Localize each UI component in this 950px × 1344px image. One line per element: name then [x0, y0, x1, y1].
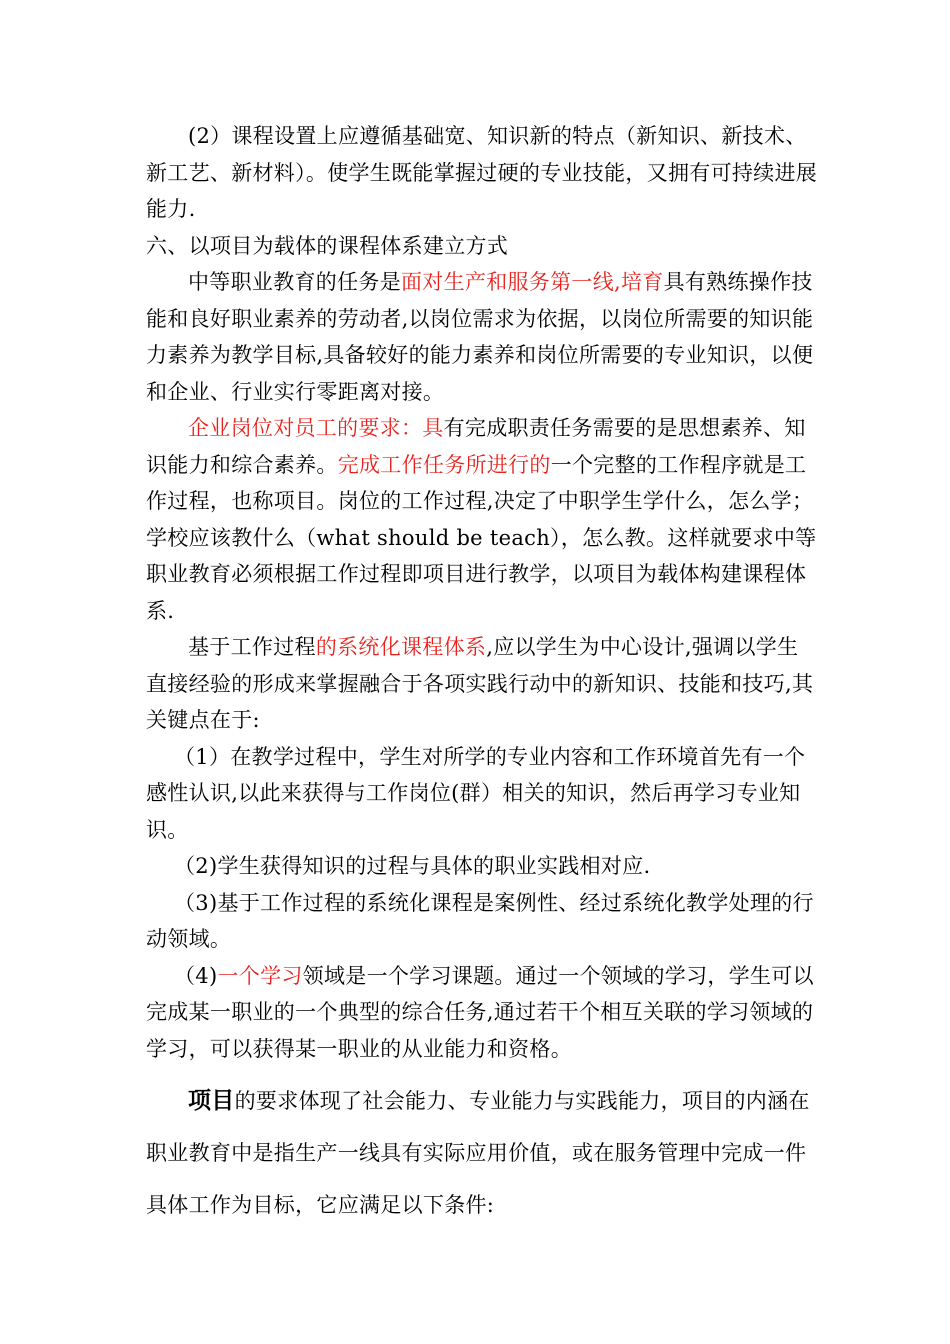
text-run: 的要求体现了社会能力、专业能力与实践能力，项目的内涵在职业教育中是指生产一线具有实际应用价值，或在服务管理中完成一件具体工作为目标，它应满足以下条件: — [146, 1089, 810, 1217]
highlight-text: 面对生产和服务第一线,培育 — [401, 270, 664, 294]
section-heading-6: 六、以项目为载体的课程体系建立方式 — [146, 233, 509, 258]
highlight-text: 企业岗位对员工的要求：具 — [188, 416, 444, 440]
list-item-2: （2)学生获得知识的过程与具体的职业实践相对应. — [174, 854, 651, 878]
paragraph-course-setting: (2）课程设置上应遵循基础宽、知识新的特点（新知识、新技术、新工艺、新材料）。使学生既能掌握过硬的专业技能，又拥有可持续进展能力. — [146, 124, 818, 221]
list-item-1: （1）在教学过程中，学生对所学的专业内容和工作环境首先有一个感性认识,以此来获得与工作岗位(群）相关的知识，然后再学习专业知识。 — [146, 744, 806, 842]
list-item-3: （3)基于工作过程的系统化课程是案例性、经过系统化教学处理的行动领域。 — [146, 890, 814, 951]
paragraph-project-requirements — [146, 1075, 818, 1231]
text-run: 一个完整的工作程序就是工作过程，也称项目。岗位的工作过程,决定了中职学生学什么，怎么学；学校应该教什么（what should be teach），怎么教。这样就要求中等职业教育必须根据工作过程即项目进行教学，以项目为载体构建课程体系. — [146, 452, 817, 623]
bold-keyword: 项目 — [188, 1087, 235, 1114]
text-run: 具有熟练操作技能和良好职业素养的劳动者,以岗位需求为依据，以岗位所需要的知识能力素养为教学目标,具备较好的能力素养和岗位所需要的专业知识，以便和企业、行业实行零距离对接。 — [146, 270, 814, 404]
highlight-text: 的系统化课程体系 — [315, 635, 487, 659]
text-run: 有完成职责任务需要的是思想素养、知识能力和综合素养。 — [146, 416, 806, 477]
text-run: （4) — [174, 963, 218, 988]
text-run: 基于工作过程 — [188, 635, 316, 659]
paragraph-job-requirements — [146, 410, 818, 629]
list-item-4 — [146, 958, 818, 1068]
document-body — [146, 118, 818, 1231]
highlight-text: 完成工作任务所进行的 — [337, 452, 551, 477]
text-run: 领域是一个学习课题。通过一个领域的学习，学生可以完成某一职业的一个典型的综合任务,通过若干个相互关联的学习领域的学习，可以获得某一职业的从业能力和资格。 — [146, 963, 814, 1061]
paragraph-vocational-task — [146, 264, 818, 410]
highlight-text: 一个学习 — [217, 963, 303, 988]
text-run: 中等职业教育的任务是 — [188, 270, 401, 294]
text-run: ,应以学生为中心设计,强调以学生直接经验的形成来掌握融合于各项实践行动中的新知识、技能和技巧,其关键点在于: — [146, 635, 814, 732]
paragraph-systematic-curriculum — [146, 629, 818, 739]
